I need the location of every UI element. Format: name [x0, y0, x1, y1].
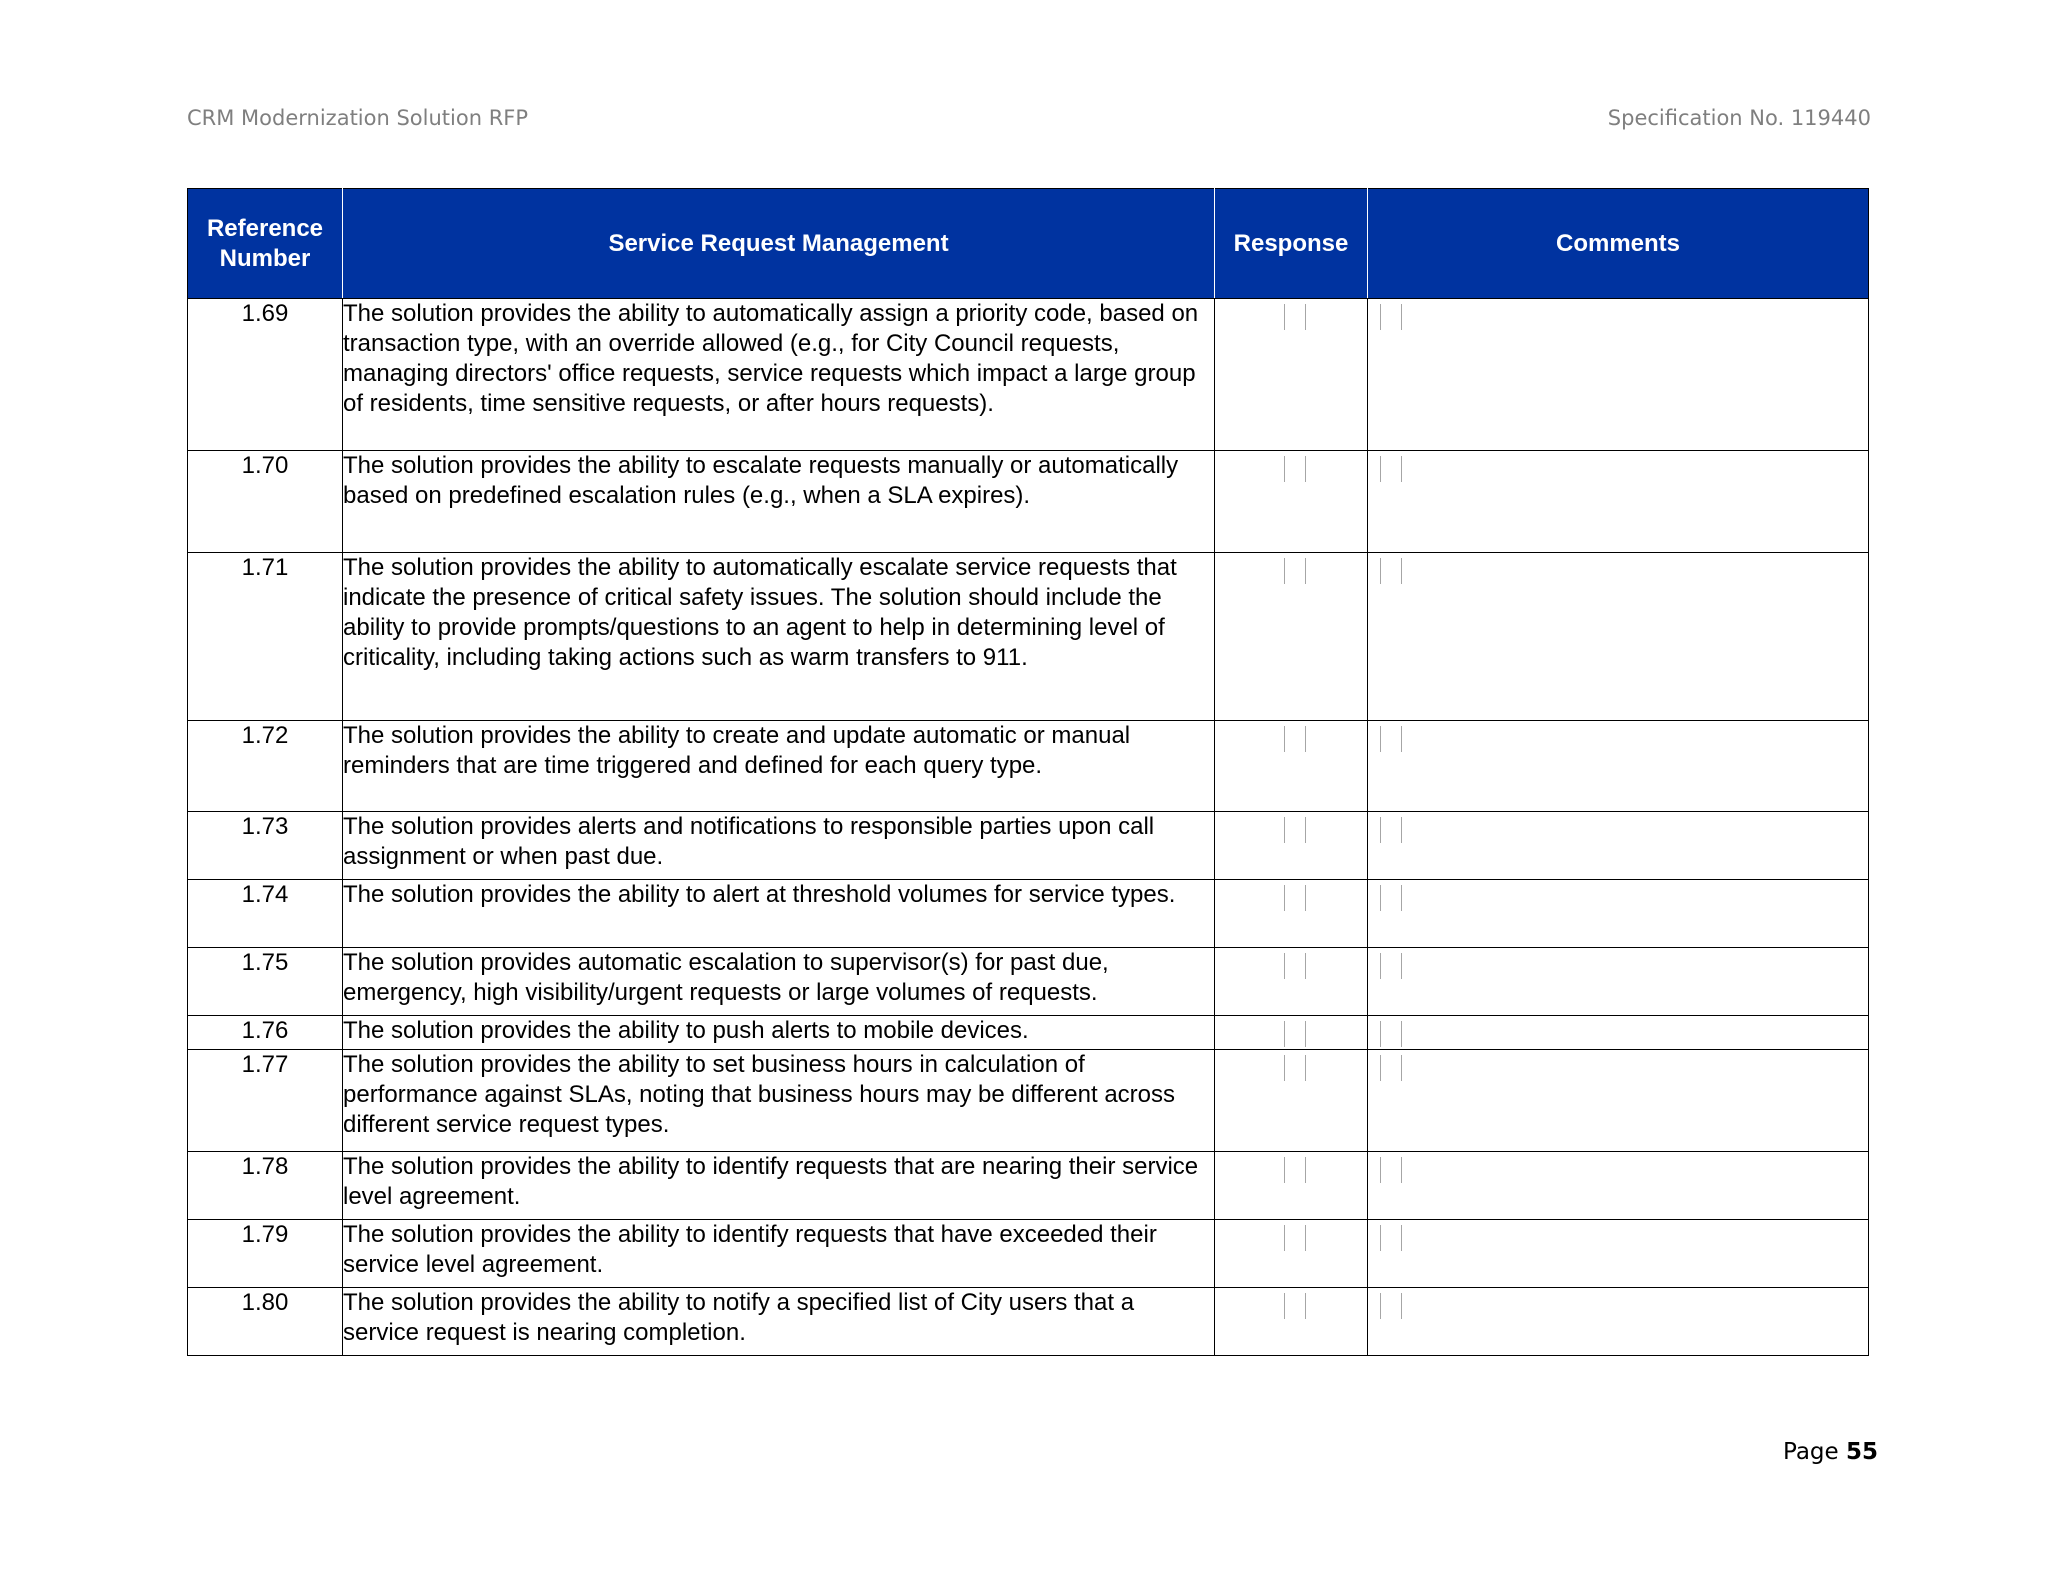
comments-cell: [1368, 948, 1869, 1016]
table-row: [188, 1152, 1869, 1220]
row-requirement-text: The solution provides the ability to notify a specified list of City users that a service request is nearing completion.: [343, 1288, 1215, 1356]
row-requirement-text: The solution provides the ability to automatically escalate service requests that indicate the presence of critical safety issues. The solution should include the ability to provide prompts/questions to an agent to help in determining level of criticality, including taking actions such as warm transfers to 911.: [343, 553, 1215, 721]
response-cell: [1215, 1152, 1368, 1220]
response-cell: [1215, 451, 1368, 553]
response-cell: [1215, 1220, 1368, 1288]
response-cell: [1215, 299, 1368, 451]
row-requirement-text: The solution provides alerts and notifications to responsible parties upon call assignment or when past due.: [343, 812, 1215, 880]
table-row: [188, 721, 1869, 812]
response-field[interactable]: [1284, 1225, 1306, 1251]
comments-field[interactable]: [1380, 1157, 1402, 1183]
comments-field[interactable]: [1380, 558, 1402, 584]
row-reference: 1.79: [188, 1220, 343, 1288]
row-reference: 1.74: [188, 880, 343, 948]
comments-cell: [1368, 1152, 1869, 1220]
column-header-response: Response: [1215, 189, 1368, 299]
response-field[interactable]: [1284, 817, 1306, 843]
column-header-requirement: Service Request Management: [343, 189, 1215, 299]
response-field[interactable]: [1284, 558, 1306, 584]
table-row: [188, 553, 1869, 721]
table-row: [188, 1288, 1869, 1356]
row-requirement-text: The solution provides automatic escalation to supervisor(s) for past due, emergency, high visibility/urgent requests or large volumes of requests.: [343, 948, 1215, 1016]
response-field[interactable]: [1284, 1157, 1306, 1183]
row-requirement-text: The solution provides the ability to identify requests that are nearing their service level agreement.: [343, 1152, 1215, 1220]
comments-cell: [1368, 1016, 1869, 1050]
row-reference: 1.78: [188, 1152, 343, 1220]
row-requirement-text: The solution provides the ability to push alerts to mobile devices.: [343, 1016, 1215, 1050]
comments-cell: [1368, 553, 1869, 721]
response-field[interactable]: [1284, 953, 1306, 979]
response-cell: [1215, 880, 1368, 948]
page-label: Page: [1782, 1439, 1839, 1465]
response-cell: [1215, 1016, 1368, 1050]
comments-cell: [1368, 1288, 1869, 1356]
table-row: [188, 1220, 1869, 1288]
comments-field[interactable]: [1380, 817, 1402, 843]
response-field[interactable]: [1284, 304, 1306, 330]
table-row: [188, 1016, 1869, 1050]
table-row: [188, 299, 1869, 451]
row-reference: 1.70: [188, 451, 343, 553]
running-header-spec-number: Specification No. 119440: [1607, 106, 1871, 130]
response-cell: [1215, 1050, 1368, 1152]
page-number-footer: [1783, 1437, 1878, 1467]
response-cell: [1215, 721, 1368, 812]
row-requirement-text: The solution provides the ability to identify requests that have exceeded their service level agreement.: [343, 1220, 1215, 1288]
table-row: [188, 451, 1869, 553]
requirements-table: [187, 188, 1869, 1356]
table-row: [188, 948, 1869, 1016]
response-field[interactable]: [1284, 456, 1306, 482]
response-field[interactable]: [1284, 1021, 1306, 1047]
row-requirement-text: The solution provides the ability to automatically assign a priority code, based on transaction type, with an override allowed (e.g., for City Council requests, managing directors' office requests, service requests which impact a large group of residents, time sensitive requests, or after hours requests).: [343, 299, 1215, 451]
row-reference: 1.71: [188, 553, 343, 721]
comments-cell: [1368, 880, 1869, 948]
comments-field[interactable]: [1380, 1021, 1402, 1047]
row-reference: 1.72: [188, 721, 343, 812]
response-field[interactable]: [1284, 1055, 1306, 1081]
row-reference: 1.69: [188, 299, 343, 451]
comments-cell: [1368, 299, 1869, 451]
running-header-title: CRM Modernization Solution RFP: [187, 106, 529, 130]
comments-cell: [1368, 1220, 1869, 1288]
comments-field[interactable]: [1380, 953, 1402, 979]
comments-field[interactable]: [1380, 456, 1402, 482]
comments-field[interactable]: [1380, 726, 1402, 752]
comments-cell: [1368, 812, 1869, 880]
comments-field[interactable]: [1380, 1225, 1402, 1251]
comments-field[interactable]: [1380, 1055, 1402, 1081]
table-row: [188, 1050, 1869, 1152]
comments-cell: [1368, 721, 1869, 812]
comments-field[interactable]: [1380, 1293, 1402, 1319]
comments-cell: [1368, 1050, 1869, 1152]
response-field[interactable]: [1284, 1293, 1306, 1319]
row-requirement-text: The solution provides the ability to escalate requests manually or automatically based on predefined escalation rules (e.g., when a SLA expires).: [343, 451, 1215, 553]
row-requirement-text: The solution provides the ability to create and update automatic or manual reminders that are time triggered and defined for each query type.: [343, 721, 1215, 812]
column-header-comments: Comments: [1368, 189, 1869, 299]
row-reference: 1.75: [188, 948, 343, 1016]
response-field[interactable]: [1284, 726, 1306, 752]
row-requirement-text: The solution provides the ability to alert at threshold volumes for service types.: [343, 880, 1215, 948]
comments-cell: [1368, 451, 1869, 553]
response-cell: [1215, 948, 1368, 1016]
row-reference: 1.77: [188, 1050, 343, 1152]
comments-field[interactable]: [1380, 304, 1402, 330]
response-cell: [1215, 553, 1368, 721]
row-reference: 1.73: [188, 812, 343, 880]
row-reference: 1.80: [188, 1288, 343, 1356]
column-header-reference: Reference Number: [188, 189, 343, 299]
table-row: [188, 812, 1869, 880]
comments-field[interactable]: [1380, 885, 1402, 911]
table-header-row: [188, 189, 1869, 299]
row-reference: 1.76: [188, 1016, 343, 1050]
response-cell: [1215, 812, 1368, 880]
row-requirement-text: The solution provides the ability to set business hours in calculation of performance against SLAs, noting that business hours may be different across different service request types.: [343, 1050, 1215, 1152]
page-number: 55: [1845, 1439, 1878, 1465]
response-field[interactable]: [1284, 885, 1306, 911]
table-row: [188, 880, 1869, 948]
response-cell: [1215, 1288, 1368, 1356]
